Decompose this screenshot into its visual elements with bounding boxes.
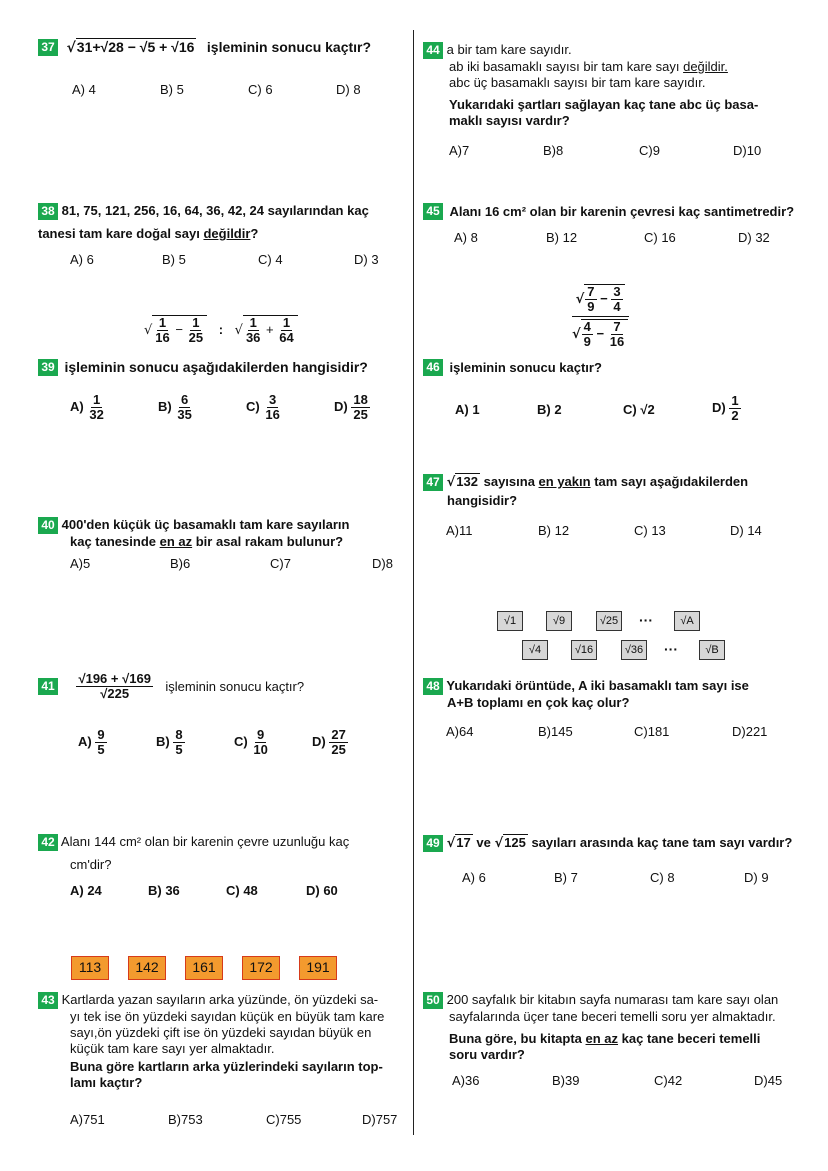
option-a[interactable]: A) 6 [462,870,486,885]
option-c[interactable]: C)755 [266,1112,302,1127]
option-c[interactable]: C) $\frac{3}{16}$ [246,392,280,422]
option-b[interactable]: B)145 [538,724,573,739]
question-fraction: $\frac{√196 + √169}{√225}$ [78,671,151,701]
option-a[interactable]: A) 6 [70,252,94,267]
option-a[interactable]: A) 8 [454,230,478,245]
question-text-line2: sayfalarında üçer tane beceri temelli soru yer almaktadır. [449,1009,776,1025]
question-bold-line1: Buna göre kartların arka yüzlerindeki sayıların top- [70,1059,383,1075]
option-a[interactable]: A)64 [446,724,474,739]
question-37 [38,38,371,57]
option-a[interactable]: A)751 [70,1112,105,1127]
pattern-tile: √4 [522,640,548,660]
pattern-tile: √1 [497,611,523,631]
option-a[interactable]: A) $\frac{1}{32}$ [70,392,104,422]
option-c[interactable]: C) $\frac{9}{10}$ [234,727,268,757]
question-text-line3: sayı,ön yüzdeki çift ise ön yüzdeki sayıdan büyük en [70,1025,372,1041]
option-b[interactable]: B)6 [170,556,191,571]
number-card: 191 [299,956,337,980]
question-number: 50 [423,992,443,1009]
question-text: sayıları arasında kaç tane tam sayı vardır? [527,835,793,850]
option-c[interactable]: C) 4 [258,252,283,267]
question-text: işleminin sonucu aşağıdakilerden hangisidir? [64,359,368,375]
option-b[interactable]: B) 36 [148,883,180,898]
option-a[interactable]: A) 1 [455,402,480,417]
question-text-line1: 81, 75, 121, 256, 16, 64, 36, 42, 24 sayılarından kaç [61,203,369,218]
question-49: 49 √17 ve √125 sayıları arasında kaç tane tam sayı vardır? [423,834,792,852]
option-d[interactable]: D)221 [732,724,768,739]
question-text-line3: abc üç basamaklı sayısı bir tam kare sayıdır. [449,75,706,91]
pattern-tile: √16 [571,640,597,660]
option-d[interactable]: D) 8 [336,82,361,97]
option-a[interactable]: A)5 [70,556,91,571]
question-text-line2: ab iki basamaklı sayısı bir tam kare sayı [449,59,684,75]
underlined-word: en az [159,534,193,550]
question-42 [38,834,408,873]
option-a[interactable]: A)36 [452,1073,480,1088]
question-bold-line2: soru vardır? [449,1047,525,1063]
option-b[interactable]: B) $\frac{8}{5}$ [156,727,183,757]
question-number: 39 [38,359,58,376]
question-41 [38,672,304,701]
option-a[interactable]: A)7 [449,143,470,158]
underlined-word: en az [585,1031,619,1047]
option-c[interactable]: C) 48 [226,883,258,898]
option-c[interactable]: C) 6 [248,82,273,97]
question-number: 47 [423,474,443,491]
question-number: 41 [38,678,58,695]
option-b[interactable]: B) 5 [162,252,186,267]
question-text-line1: Yukarıdaki örüntüde, A iki basamaklı tam sayı ise [446,678,749,693]
root-value: 132 [456,474,478,489]
question-bold-line1: Buna göre, bu kitapta [449,1031,586,1047]
question-text-line1: a bir tam kare sayıdır. [446,42,572,57]
colon: : [218,321,224,337]
underlined-word: en yakın [538,474,591,489]
option-a[interactable]: A) 24 [70,883,102,898]
option-c[interactable]: C) 13 [634,523,666,538]
option-b[interactable]: B)8 [543,143,564,158]
question-text-line2: hangisidir? [447,493,518,509]
number-card: 113 [71,956,109,980]
option-d[interactable]: D)757 [362,1112,398,1127]
question-number: 49 [423,835,443,852]
question-text-line2: tanesi tam kare doğal sayı [38,226,204,242]
question-text-line2: A+B toplamı en çok kaç olur? [447,695,630,711]
question-46 [423,359,602,377]
option-c[interactable]: C) 16 [644,230,676,245]
option-d[interactable]: D) $\frac{27}{25}$ [312,727,346,757]
column-divider [413,30,414,1135]
question-text-line2: cm'dir? [70,857,112,873]
root-value-1: 17 [456,835,471,850]
option-d[interactable]: D) 3 [354,252,379,267]
question-47: 47 √132 sayısına en yakın tam sayı aşağıdakilerden hangisidir? [423,473,818,509]
question-mark: ? [250,226,259,242]
question-39-expression: √ $\frac{1}{16}$ − $\frac{1}{25}$ : √ $\frac{1}{36}$ + $\frac{1}{64}$ [144,315,298,345]
question-text: işleminin sonucu kaçtır? [449,360,602,375]
number-card: 172 [242,956,280,980]
question-text: işleminin sonucu kaçtır? [165,678,305,694]
option-c[interactable]: C)7 [270,556,291,571]
question-text-line2-end: bir asal rakam bulunur? [192,534,344,550]
question-46-expression: √ $\frac{7}{9}$ − $\frac{3}{4}$ √ $\frac{4}{9}$ − $\frac{7}{16}$ [568,282,632,351]
underlined-word: değildir. [683,59,728,75]
pattern-tile: √25 [596,611,622,631]
option-d[interactable]: D)8 [372,556,393,571]
question-40 [38,517,408,550]
question-44 [423,42,818,129]
question-text-line2: yı tek ise ön yüzdeki sayıdan küçük en büyük tam kare [70,1009,385,1025]
option-b[interactable]: B) 12 [538,523,570,538]
number-card: 161 [185,956,223,980]
question-text-line1: 400'den küçük üç basamaklı tam kare sayıların [61,517,350,532]
option-b[interactable]: B) 7 [554,870,578,885]
question-text-line1: Alanı 144 cm² olan bir karenin çevre uzunluğu kaç [60,834,350,849]
question-number: 37 [38,39,58,56]
option-b[interactable]: B)39 [552,1073,580,1088]
option-c[interactable]: C)9 [639,143,660,158]
question-bold-line1-end: kaç tane beceri temelli [618,1031,761,1047]
option-c[interactable]: C) √2 [623,402,655,417]
question-text-end: tam sayı aşağıdakilerden [590,474,749,489]
question-expression: √31+√28 − √5 + √16 [66,39,195,56]
ellipsis: ··· [639,612,653,628]
question-number: 40 [38,517,58,534]
option-d[interactable]: D) $\frac{18}{25}$ [334,392,368,422]
question-text: Alanı 16 cm² olan bir karenin çevresi kaç santimetredir? [449,204,795,219]
option-b[interactable]: B) 12 [546,230,578,245]
number-card: 142 [128,956,166,980]
pattern-tile: √9 [546,611,572,631]
option-a[interactable]: A) 4 [72,82,96,97]
question-text: sayısına [480,474,539,489]
pattern-tile: √36 [621,640,647,660]
question-text-line2: kaç tanesinde [70,534,160,550]
option-d[interactable]: D)45 [754,1073,783,1088]
option-a[interactable]: A)11 [446,523,473,538]
question-number: 42 [38,834,58,851]
question-38 [38,203,408,242]
question-text-line1: 200 sayfalık bir kitabın sayfa numarası tam kare sayı olan [446,992,779,1007]
option-c[interactable]: C) 8 [650,870,675,885]
option-b[interactable]: B)753 [168,1112,203,1127]
question-39 [38,359,368,377]
option-d[interactable]: D) 9 [744,870,769,885]
option-d[interactable]: D) 32 [738,230,770,245]
question-number: 48 [423,678,443,695]
underlined-word: değildir [203,226,251,242]
root-value-2: 125 [504,835,526,850]
question-number: 38 [38,203,58,220]
pattern-tile: √B [699,640,725,660]
question-conjunction: ve [472,835,495,850]
option-d[interactable]: D) 14 [730,523,762,538]
question-bold-line2: maklı sayısı vardır? [449,113,570,129]
question-number: 46 [423,359,443,376]
question-45 [423,203,794,221]
pattern-tile: √A [674,611,700,631]
question-bold-line2: lamı kaçtır? [70,1075,143,1091]
question-number: 43 [38,992,58,1009]
option-b[interactable]: B) 2 [537,402,562,417]
option-b[interactable]: B) 5 [160,82,184,97]
option-c[interactable]: C)42 [654,1073,683,1088]
question-bold-line1: Yukarıdaki şartları sağlayan kaç tane abc üç basa- [449,97,759,113]
ellipsis: ··· [664,641,678,657]
option-c[interactable]: C)181 [634,724,670,739]
question-number: 44 [423,42,443,59]
question-43 [38,992,410,1091]
option-d[interactable]: D)10 [733,143,762,158]
option-a[interactable]: A) $\frac{9}{5}$ [78,727,105,757]
question-text-line1: Kartlarda yazan sayıların arka yüzünde, ön yüzdeki sa- [61,992,379,1007]
option-d[interactable]: D) $\frac{1}{2}$ [712,393,739,423]
question-50 [423,992,818,1063]
option-b[interactable]: B) $\frac{6}{35}$ [158,392,192,422]
option-d[interactable]: D) 60 [306,883,338,898]
question-text: işleminin sonucu kaçtır? [206,39,372,55]
question-48 [423,678,818,711]
question-number: 45 [423,203,443,220]
question-text-line4: küçük tam kare sayı yer almaktadır. [70,1041,275,1057]
